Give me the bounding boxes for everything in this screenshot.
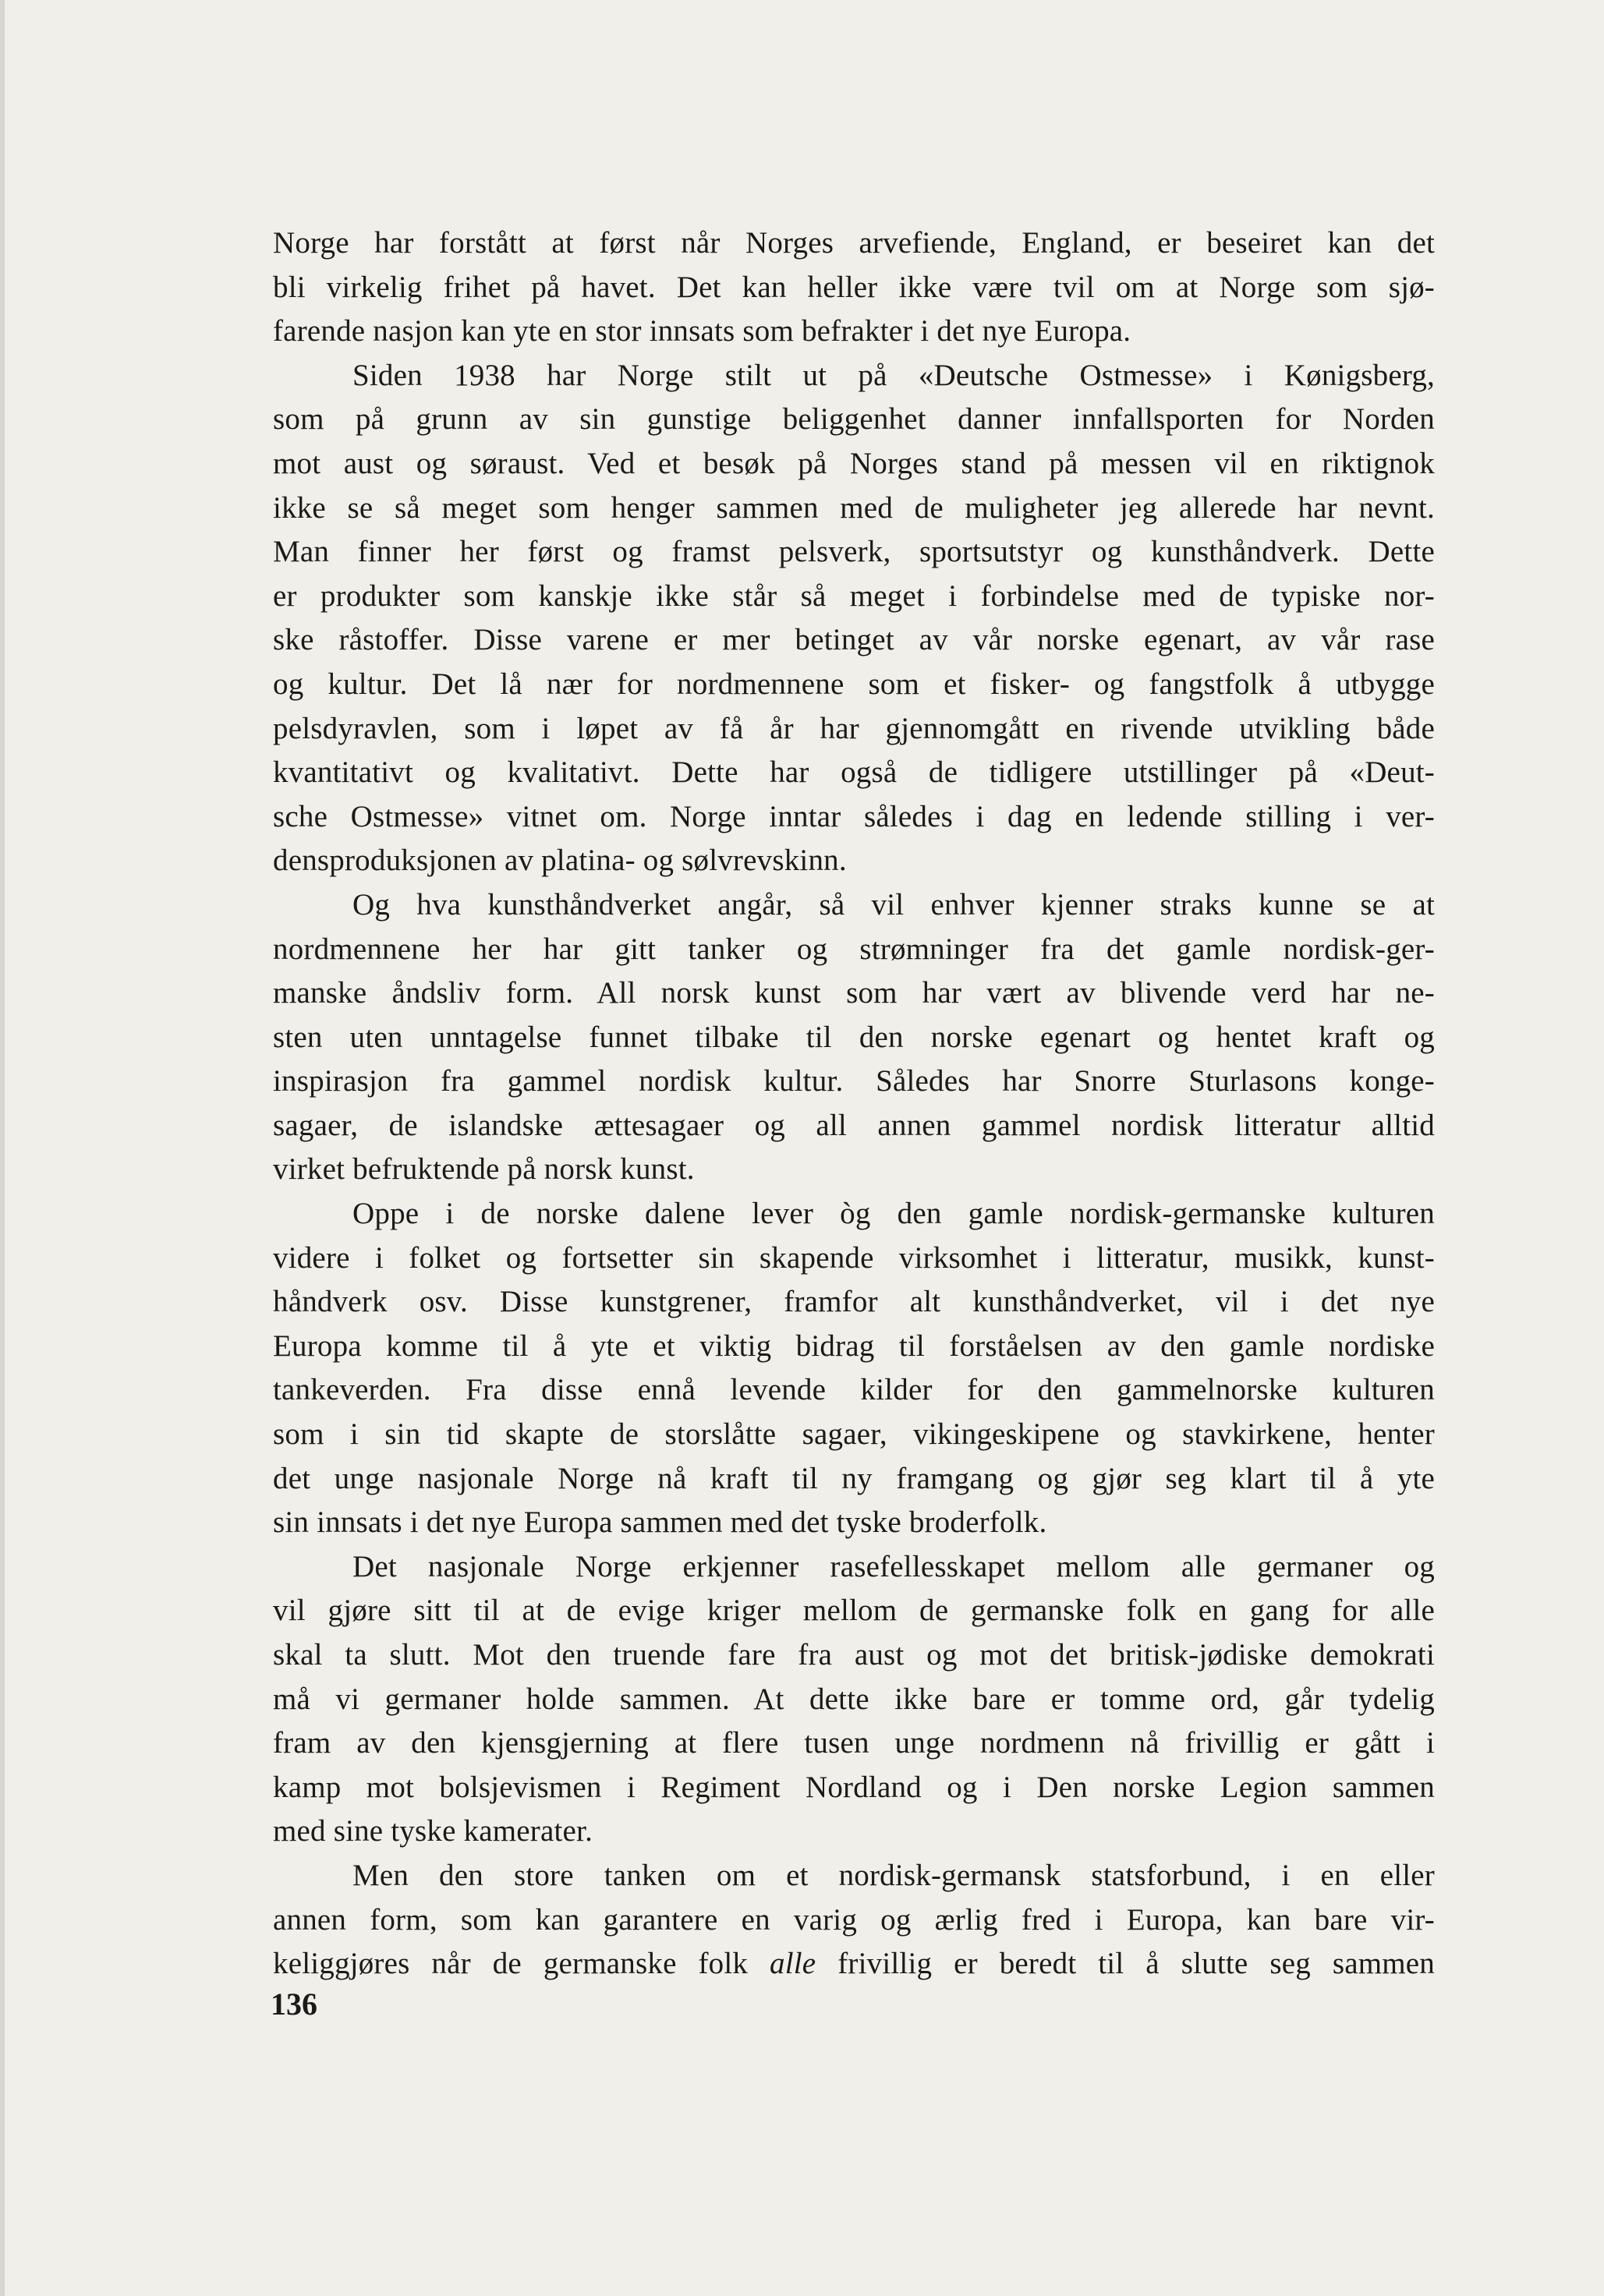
text-line: kamp mot bolsjevismen i Regiment Nordland og i Den norske Legion sammen (273, 1770, 1435, 1804)
text-line: nordmennene her har gitt tanker og strømninger fra det gamle nordisk-ger- (273, 932, 1435, 966)
text-line: annen form, som kan garantere en varig og ærlig fred i Europa, kan bare vir- (273, 1902, 1435, 1937)
body-text (273, 221, 1435, 1986)
text-line: Men den store tanken om et nordisk-germansk statsforbund, i en eller (352, 1858, 1435, 1892)
text-line: sin innsats i det nye Europa sammen med det tyske broderfolk. (273, 1505, 1047, 1540)
text-line: sten uten unntagelse funnet tilbake til den norske egenart og hentet kraft og (273, 1020, 1435, 1054)
text-line: og kultur. Det lå nær for nordmennene som et fisker- og fangstfolk å utbygge (273, 667, 1435, 701)
text-line: pelsdyravlen, som i løpet av få år har gjennomgått en rivende utvikling både (273, 711, 1435, 745)
text-line: må vi germaner holde sammen. At dette ikke bare er tomme ord, går tydelig (273, 1682, 1435, 1716)
page-number: 136 (271, 1986, 317, 2022)
text-line: sche Ostmesse» vitnet om. Norge inntar således i dag en ledende stilling i ver- (273, 799, 1435, 833)
text-line: farende nasjon kan yte en stor innsats som befrakter i det nye Europa. (273, 314, 1131, 348)
page-edge-shadow (0, 0, 5, 2296)
text-line: som i sin tid skapte de storslåtte sagaer, vikingeskipene og stavkirkene, henter (273, 1417, 1435, 1452)
text-line: kvantitativt og kvalitativt. Dette har også de tidligere utstillinger på «Deut- (273, 755, 1435, 790)
text-line: vil gjøre sitt til at de evige kriger mellom de germanske folk en gang for alle (273, 1594, 1435, 1628)
text-line: Oppe i de norske dalene lever òg den gamle nordisk-germanske kulturen (352, 1197, 1435, 1231)
text-line: er produkter som kanskje ikke står så meget i forbindelse med de typiske nor- (273, 578, 1435, 613)
text-line: sagaer, de islandske ættesagaer og all annen gammel nordisk litteratur alltid (273, 1108, 1435, 1142)
text-line: skal ta slutt. Mot den truende fare fra aust og mot det britisk-jødiske demokrati (273, 1638, 1435, 1672)
text-line: virket befruktende på norsk kunst. (273, 1152, 695, 1187)
text-line: med sine tyske kamerater. (273, 1814, 593, 1848)
text-line: Og hva kunsthåndverket angår, så vil enhver kjenner straks kunne se at (352, 887, 1435, 922)
text-line: Man finner her først og framst pelsverk, sportsutstyr og kunsthåndverk. Dette (273, 535, 1435, 569)
text-line: keliggjøres når de germanske folk alle frivillig er beredt til å slutte seg sammen (273, 1947, 1435, 1981)
text-line: ikke se så meget som henger sammen med de muligheter jeg allerede har nevnt. (273, 490, 1435, 525)
text-line: manske åndsliv form. All norsk kunst som har vært av blivende verd har ne- (273, 976, 1435, 1010)
text-line: inspirasjon fra gammel nordisk kultur. Således har Snorre Sturlasons konge- (273, 1064, 1435, 1098)
text-line: ske råstoffer. Disse varene er mer betinget av vår norske egenart, av vår rase (273, 623, 1435, 657)
text-line: fram av den kjensgjerning at flere tusen unge nordmenn nå frivillig er gått i (273, 1726, 1435, 1760)
text-line: Det nasjonale Norge erkjenner rasefellesskapet mellom alle germaner og (352, 1549, 1435, 1583)
text-line: videre i folket og fortsetter sin skapende virksomhet i litteratur, musikk, kunst- (273, 1240, 1435, 1275)
text-line: mot aust og søraust. Ved et besøk på Norges stand på messen vil en riktignok (273, 446, 1435, 480)
text-line: bli virkelig frihet på havet. Det kan heller ikke være tvil om at Norge som sjø- (273, 270, 1435, 304)
text-line: det unge nasjonale Norge nå kraft til ny framgang og gjør seg klart til å yte (273, 1461, 1435, 1495)
text-line: Siden 1938 har Norge stilt ut på «Deutsche Ostmesse» i Kønigsberg, (352, 358, 1435, 392)
text-line: Norge har forstått at først når Norges arvefiende, England, er beseiret kan det (273, 226, 1435, 260)
text-line: håndverk osv. Disse kunstgrener, framfor alt kunsthåndverket, vil i det nye (273, 1285, 1435, 1319)
text-line: som på grunn av sin gunstige beliggenhet danner innfallsporten for Norden (273, 402, 1435, 437)
text-line: tankeverden. Fra disse ennå levende kilder for den gammelnorske kulturen (273, 1373, 1435, 1407)
text-line: Europa komme til å yte et viktig bidrag til forståelsen av den gamle nordiske (273, 1328, 1435, 1363)
text-line: densproduksjonen av platina- og sølvrevskinn. (273, 844, 847, 878)
